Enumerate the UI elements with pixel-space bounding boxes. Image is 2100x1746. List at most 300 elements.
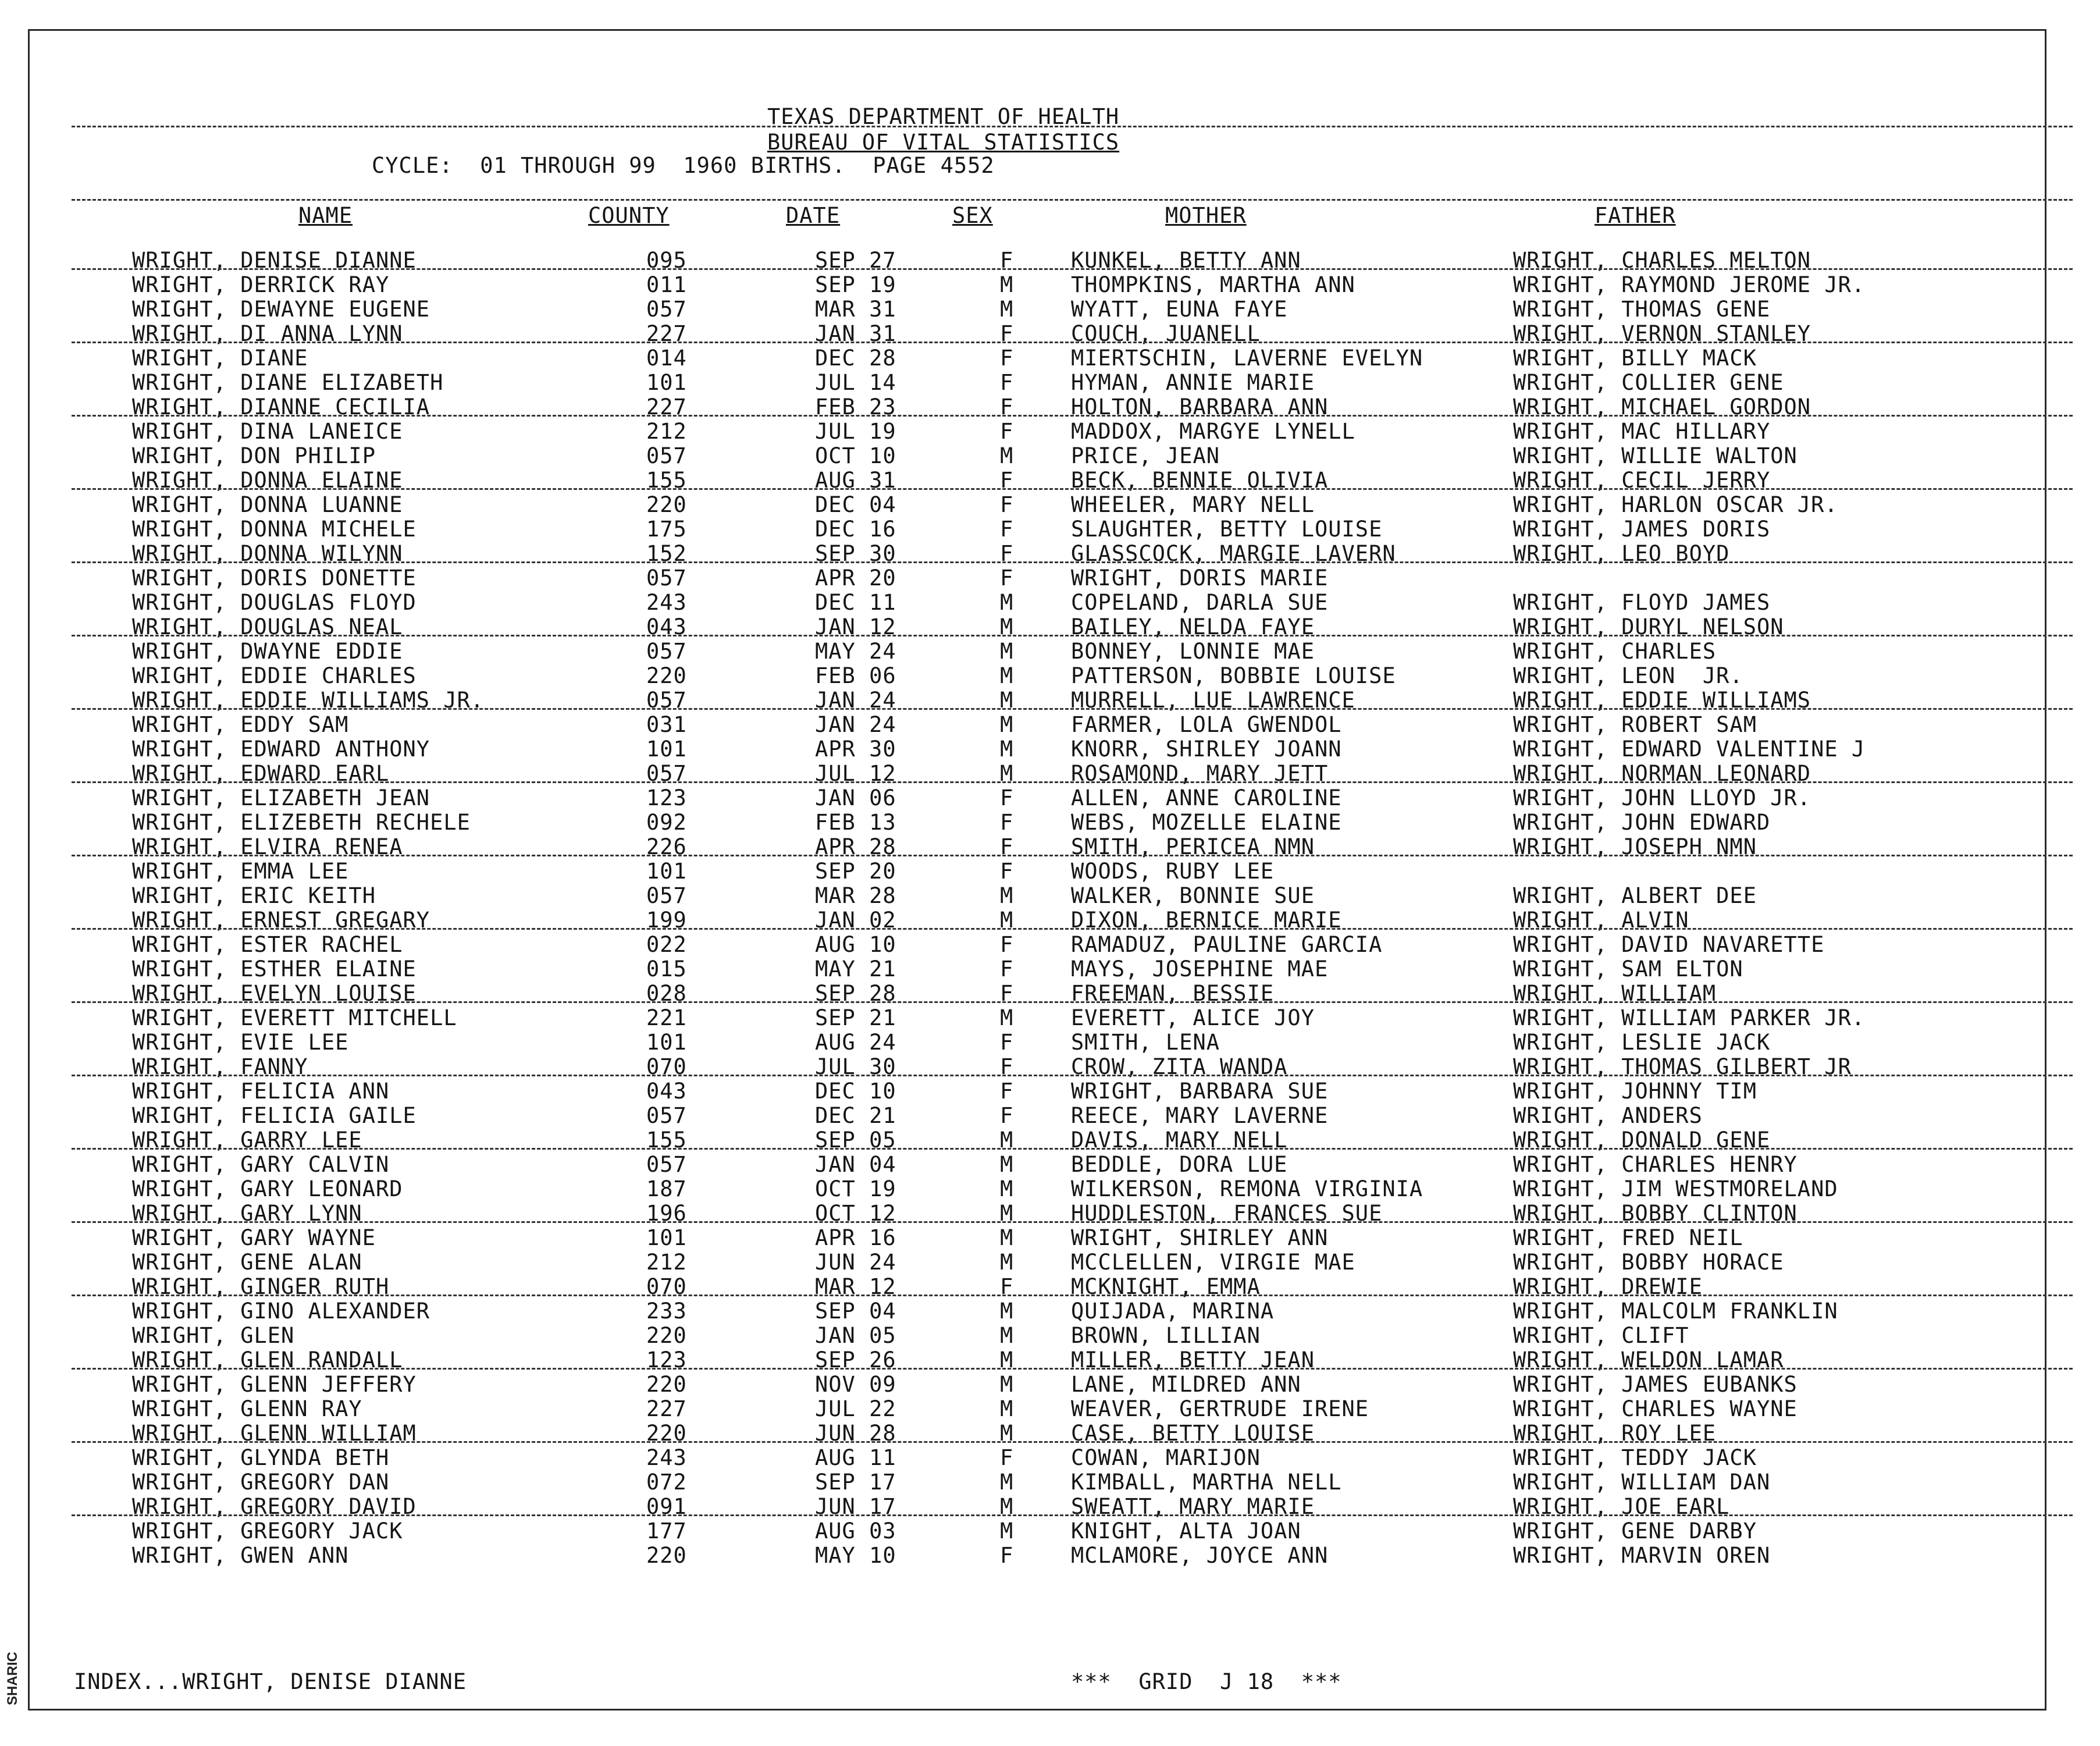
record-father: WRIGHT, WILLIE WALTON xyxy=(1513,443,1798,468)
record-county: 095 xyxy=(646,248,687,273)
record-name: WRIGHT, GWEN ANN xyxy=(132,1543,349,1568)
table-row xyxy=(30,1079,2048,1104)
record-sex: M xyxy=(1000,1494,1014,1519)
record-name: WRIGHT, EDDY SAM xyxy=(132,712,349,737)
record-name: WRIGHT, GLEN xyxy=(132,1323,295,1348)
record-father: WRIGHT, ROY LEE xyxy=(1513,1421,1717,1446)
form-guide-line xyxy=(72,488,2073,490)
record-name: WRIGHT, DONNA ELAINE xyxy=(132,468,403,493)
grid-footer: *** GRID J 18 *** xyxy=(1071,1669,1342,1694)
table-row xyxy=(30,1104,2048,1128)
record-father: WRIGHT, CHARLES WAYNE xyxy=(1513,1396,1798,1421)
record-father: WRIGHT, JOHNNY TIM xyxy=(1513,1079,1757,1104)
record-sex: M xyxy=(1000,1323,1014,1348)
record-county: 177 xyxy=(646,1519,687,1544)
record-name: WRIGHT, GLEN RANDALL xyxy=(132,1347,403,1372)
record-sex: M xyxy=(1000,1176,1014,1201)
form-guide-line xyxy=(72,1441,2073,1443)
record-county: 091 xyxy=(646,1494,687,1519)
record-sex: F xyxy=(1000,785,1014,810)
record-date: JAN 04 xyxy=(815,1152,896,1177)
record-father: WRIGHT, FRED NEIL xyxy=(1513,1225,1743,1250)
record-father: WRIGHT, CECIL JERRY xyxy=(1513,468,1771,493)
record-county: 101 xyxy=(646,859,687,884)
record-name: WRIGHT, DORIS DONETTE xyxy=(132,566,417,591)
record-father: WRIGHT, MALCOLM FRANKLIN xyxy=(1513,1299,1838,1324)
record-father: WRIGHT, DAVID NAVARETTE xyxy=(1513,932,1825,957)
record-county: 227 xyxy=(646,1396,687,1421)
record-date: SEP 27 xyxy=(815,248,896,273)
record-name: WRIGHT, GLENN RAY xyxy=(132,1396,362,1421)
record-mother: MADDOX, MARGYE LYNELL xyxy=(1071,419,1355,444)
record-date: FEB 23 xyxy=(815,394,896,419)
record-sex: M xyxy=(1000,1372,1014,1397)
record-name: WRIGHT, DOUGLAS FLOYD xyxy=(132,590,417,615)
record-sex: F xyxy=(1000,1103,1014,1128)
record-sex: F xyxy=(1000,932,1014,957)
record-father: WRIGHT, WILLIAM xyxy=(1513,981,1717,1006)
record-county: 043 xyxy=(646,1079,687,1104)
record-father: WRIGHT, THOMAS GENE xyxy=(1513,297,1771,322)
record-mother: WYATT, EUNA FAYE xyxy=(1071,297,1288,322)
record-name: WRIGHT, GLENN JEFFERY xyxy=(132,1372,417,1397)
record-sex: M xyxy=(1000,1128,1014,1153)
record-sex: F xyxy=(1000,346,1014,371)
record-father: WRIGHT, BOBBY CLINTON xyxy=(1513,1201,1798,1226)
record-county: 243 xyxy=(646,1445,687,1470)
record-sex: M xyxy=(1000,663,1014,688)
record-mother: RAMADUZ, PAULINE GARCIA xyxy=(1071,932,1383,957)
record-sex: M xyxy=(1000,1225,1014,1250)
record-father: WRIGHT, TEDDY JACK xyxy=(1513,1445,1757,1470)
record-county: 014 xyxy=(646,346,687,371)
record-father: WRIGHT, ALBERT DEE xyxy=(1513,883,1757,908)
record-date: NOV 09 xyxy=(815,1372,896,1397)
record-mother: HYMAN, ANNIE MARIE xyxy=(1071,370,1315,395)
record-date: AUG 31 xyxy=(815,468,896,493)
table-row xyxy=(30,1226,2048,1250)
record-name: WRIGHT, DWAYNE EDDIE xyxy=(132,639,403,664)
record-name: WRIGHT, GARY CALVIN xyxy=(132,1152,390,1177)
record-date: APR 30 xyxy=(815,737,896,762)
record-father: WRIGHT, RAYMOND JEROME JR. xyxy=(1513,272,1866,297)
table-row xyxy=(30,444,2048,468)
record-name: WRIGHT, ESTHER ELAINE xyxy=(132,956,417,982)
record-sex: F xyxy=(1000,810,1014,835)
record-mother: WRIGHT, SHIRLEY ANN xyxy=(1071,1225,1329,1250)
record-date: FEB 13 xyxy=(815,810,896,835)
record-father: WRIGHT, WILLIAM DAN xyxy=(1513,1470,1771,1495)
record-mother: SWEATT, MARY MARIE xyxy=(1071,1494,1315,1519)
table-row xyxy=(30,1030,2048,1055)
record-county: 101 xyxy=(646,1225,687,1250)
form-guide-line xyxy=(72,1221,2073,1223)
table-row xyxy=(30,884,2048,908)
separator-line xyxy=(72,199,2073,201)
record-sex: M xyxy=(1000,883,1014,908)
record-sex: M xyxy=(1000,443,1014,468)
table-row xyxy=(30,273,2048,297)
record-mother: COUCH, JUANELL xyxy=(1071,321,1261,346)
record-mother: WRIGHT, BARBARA SUE xyxy=(1071,1079,1329,1104)
record-father: WRIGHT, WELDON LAMAR xyxy=(1513,1347,1784,1372)
record-name: WRIGHT, FELICIA ANN xyxy=(132,1079,390,1104)
record-name: WRIGHT, GREGORY DAVID xyxy=(132,1494,417,1519)
record-mother: SMITH, PERICEA NMN xyxy=(1071,834,1315,859)
record-father: WRIGHT, COLLIER GENE xyxy=(1513,370,1784,395)
record-sex: M xyxy=(1000,1152,1014,1177)
record-sex: F xyxy=(1000,981,1014,1006)
record-county: 028 xyxy=(646,981,687,1006)
record-mother: COPELAND, DARLA SUE xyxy=(1071,590,1329,615)
table-row xyxy=(30,859,2048,884)
record-name: WRIGHT, FANNY xyxy=(132,1054,308,1079)
record-name: WRIGHT, EMMA LEE xyxy=(132,859,349,884)
record-date: JUL 19 xyxy=(815,419,896,444)
record-father: WRIGHT, BOBBY HORACE xyxy=(1513,1250,1784,1275)
record-name: WRIGHT, EDDIE CHARLES xyxy=(132,663,417,688)
record-sex: F xyxy=(1000,541,1014,566)
table-row xyxy=(30,297,2048,322)
record-date: JAN 24 xyxy=(815,688,896,713)
separator-line xyxy=(72,126,2073,127)
index-footer: INDEX...WRIGHT, DENISE DIANNE xyxy=(74,1669,467,1694)
record-mother: WILKERSON, REMONA VIRGINIA xyxy=(1071,1176,1423,1201)
record-date: JUL 14 xyxy=(815,370,896,395)
record-sex: M xyxy=(1000,1005,1014,1030)
record-father: WRIGHT, ANDERS xyxy=(1513,1103,1703,1128)
table-row xyxy=(30,737,2048,762)
record-name: WRIGHT, EDWARD EARL xyxy=(132,761,390,786)
record-sex: M xyxy=(1000,737,1014,762)
record-sex: M xyxy=(1000,1421,1014,1446)
record-mother: ROSAMOND, MARY JETT xyxy=(1071,761,1329,786)
record-sex: F xyxy=(1000,517,1014,542)
record-date: MAY 24 xyxy=(815,639,896,664)
record-father: WRIGHT, JAMES DORIS xyxy=(1513,517,1771,542)
record-sex: F xyxy=(1000,956,1014,982)
record-name: WRIGHT, ELVIRA RENEA xyxy=(132,834,403,859)
record-mother: CROW, ZITA WANDA xyxy=(1071,1054,1288,1079)
record-county: 243 xyxy=(646,590,687,615)
record-name: WRIGHT, DOUGLAS NEAL xyxy=(132,614,403,639)
record-name: WRIGHT, ELIZABETH JEAN xyxy=(132,785,430,810)
record-date: DEC 04 xyxy=(815,492,896,517)
table-row xyxy=(30,933,2048,957)
record-father: WRIGHT, LEO BOYD xyxy=(1513,541,1730,566)
record-county: 057 xyxy=(646,1152,687,1177)
table-row xyxy=(30,517,2048,542)
record-sex: F xyxy=(1000,394,1014,419)
record-date: JUN 24 xyxy=(815,1250,896,1275)
record-county: 092 xyxy=(646,810,687,835)
record-date: SEP 17 xyxy=(815,1470,896,1495)
record-county: 070 xyxy=(646,1054,687,1079)
table-row xyxy=(30,1153,2048,1177)
record-name: WRIGHT, DI ANNA LYNN xyxy=(132,321,403,346)
record-father: WRIGHT, CLIFT xyxy=(1513,1323,1689,1348)
column-header-father: FATHER xyxy=(1594,203,1676,228)
record-county: 220 xyxy=(646,1323,687,1348)
record-mother: MCLAMORE, JOYCE ANN xyxy=(1071,1543,1329,1568)
record-sex: M xyxy=(1000,614,1014,639)
column-header-name: NAME xyxy=(298,203,353,228)
record-father: WRIGHT, CHARLES MELTON xyxy=(1513,248,1811,273)
form-guide-line xyxy=(72,1368,2073,1370)
record-father: WRIGHT, EDWARD VALENTINE J xyxy=(1513,737,1866,762)
record-mother: LANE, MILDRED ANN xyxy=(1071,1372,1301,1397)
record-father: WRIGHT, FLOYD JAMES xyxy=(1513,590,1771,615)
record-father: WRIGHT, ALVIN xyxy=(1513,908,1689,933)
record-mother: PATTERSON, BOBBIE LOUISE xyxy=(1071,663,1396,688)
record-county: 155 xyxy=(646,1128,687,1153)
table-row xyxy=(30,1519,2048,1544)
record-sex: F xyxy=(1000,859,1014,884)
form-guide-line xyxy=(72,268,2073,270)
record-father: WRIGHT, LESLIE JACK xyxy=(1513,1030,1771,1055)
record-father: WRIGHT, WILLIAM PARKER JR. xyxy=(1513,1005,1866,1030)
record-county: 220 xyxy=(646,663,687,688)
record-mother: HOLTON, BARBARA ANN xyxy=(1071,394,1329,419)
record-sex: F xyxy=(1000,1445,1014,1470)
table-row xyxy=(30,1544,2048,1568)
record-sex: F xyxy=(1000,566,1014,591)
table-row xyxy=(30,1299,2048,1324)
record-mother: SLAUGHTER, BETTY LOUISE xyxy=(1071,517,1383,542)
column-header-county: COUNTY xyxy=(588,203,670,228)
record-mother: GLASSCOCK, MARGIE LAVERN xyxy=(1071,541,1396,566)
record-mother: BECK, BENNIE OLIVIA xyxy=(1071,468,1329,493)
form-guide-line xyxy=(72,1295,2073,1296)
record-county: 187 xyxy=(646,1176,687,1201)
record-county: 011 xyxy=(646,272,687,297)
record-father: WRIGHT, ROBERT SAM xyxy=(1513,712,1757,737)
record-date: DEC 28 xyxy=(815,346,896,371)
record-father: WRIGHT, SAM ELTON xyxy=(1513,956,1743,982)
table-row xyxy=(30,1324,2048,1348)
table-row xyxy=(30,1446,2048,1470)
record-name: WRIGHT, DIANNE CECILIA xyxy=(132,394,430,419)
record-mother: CASE, BETTY LOUISE xyxy=(1071,1421,1315,1446)
record-date: AUG 24 xyxy=(815,1030,896,1055)
record-sex: F xyxy=(1000,1054,1014,1079)
table-row xyxy=(30,713,2048,737)
record-sex: F xyxy=(1000,1543,1014,1568)
record-mother: KUNKEL, BETTY ANN xyxy=(1071,248,1301,273)
record-name: WRIGHT, EDWARD ANTHONY xyxy=(132,737,430,762)
record-name: WRIGHT, GARRY LEE xyxy=(132,1128,362,1153)
record-date: JAN 02 xyxy=(815,908,896,933)
record-date: JAN 06 xyxy=(815,785,896,810)
record-name: WRIGHT, DIANE ELIZABETH xyxy=(132,370,444,395)
record-date: MAY 10 xyxy=(815,1543,896,1568)
record-mother: WOODS, RUBY LEE xyxy=(1071,859,1275,884)
record-date: JUN 17 xyxy=(815,1494,896,1519)
form-guide-line xyxy=(72,1075,2073,1076)
record-father: WRIGHT, NORMAN LEONARD xyxy=(1513,761,1811,786)
record-county: 072 xyxy=(646,1470,687,1495)
record-sex: F xyxy=(1000,834,1014,859)
record-county: 015 xyxy=(646,956,687,982)
record-name: WRIGHT, DINA LANEICE xyxy=(132,419,403,444)
record-sex: M xyxy=(1000,590,1014,615)
record-mother: BEDDLE, DORA LUE xyxy=(1071,1152,1288,1177)
record-county: 175 xyxy=(646,517,687,542)
record-county: 057 xyxy=(646,297,687,322)
document-sheet xyxy=(28,29,2046,1711)
form-guide-line xyxy=(72,855,2073,856)
record-sex: F xyxy=(1000,419,1014,444)
record-father: WRIGHT, LEON JR. xyxy=(1513,663,1743,688)
form-guide-line xyxy=(72,1514,2073,1516)
record-name: WRIGHT, ELIZEBETH RECHELE xyxy=(132,810,471,835)
table-row xyxy=(30,566,2048,591)
record-name: WRIGHT, EVIE LEE xyxy=(132,1030,349,1055)
record-mother: THOMPKINS, MARTHA ANN xyxy=(1071,272,1355,297)
record-name: WRIGHT, DONNA WILYNN xyxy=(132,541,403,566)
record-mother: FARMER, LOLA GWENDOL xyxy=(1071,712,1342,737)
table-row xyxy=(30,1177,2048,1201)
record-father: WRIGHT, DREWIE xyxy=(1513,1274,1703,1299)
record-mother: SMITH, LENA xyxy=(1071,1030,1220,1055)
record-date: DEC 11 xyxy=(815,590,896,615)
record-county: 057 xyxy=(646,1103,687,1128)
form-guide-line xyxy=(72,1148,2073,1150)
table-row xyxy=(30,1250,2048,1275)
table-row xyxy=(30,346,2048,371)
record-mother: MURRELL, LUE LAWRENCE xyxy=(1071,688,1355,713)
record-sex: M xyxy=(1000,297,1014,322)
record-name: WRIGHT, FELICIA GAILE xyxy=(132,1103,417,1128)
table-row xyxy=(30,591,2048,615)
record-date: MAR 12 xyxy=(815,1274,896,1299)
record-sex: M xyxy=(1000,761,1014,786)
record-county: 221 xyxy=(646,1005,687,1030)
record-county: 043 xyxy=(646,614,687,639)
record-date: OCT 12 xyxy=(815,1201,896,1226)
record-sex: M xyxy=(1000,1519,1014,1544)
record-mother: KNORR, SHIRLEY JOANN xyxy=(1071,737,1342,762)
record-mother: DAVIS, MARY NELL xyxy=(1071,1128,1288,1153)
record-county: 031 xyxy=(646,712,687,737)
record-mother: EVERETT, ALICE JOY xyxy=(1071,1005,1315,1030)
record-date: APR 20 xyxy=(815,566,896,591)
record-name: WRIGHT, GREGORY JACK xyxy=(132,1519,403,1544)
column-header-date: DATE xyxy=(786,203,841,228)
record-county: 070 xyxy=(646,1274,687,1299)
form-guide-line xyxy=(72,415,2073,417)
record-mother: ALLEN, ANNE CAROLINE xyxy=(1071,785,1342,810)
record-sex: F xyxy=(1000,468,1014,493)
record-mother: WEBS, MOZELLE ELAINE xyxy=(1071,810,1342,835)
record-county: 227 xyxy=(646,394,687,419)
record-date: JAN 31 xyxy=(815,321,896,346)
record-mother: KNIGHT, ALTA JOAN xyxy=(1071,1519,1301,1544)
record-sex: F xyxy=(1000,370,1014,395)
record-mother: MIERTSCHIN, LAVERNE EVELYN xyxy=(1071,346,1423,371)
table-row xyxy=(30,664,2048,688)
record-sex: F xyxy=(1000,492,1014,517)
record-father: WRIGHT, CHARLES xyxy=(1513,639,1717,664)
record-county: 101 xyxy=(646,1030,687,1055)
record-county: 057 xyxy=(646,688,687,713)
record-father: WRIGHT, DURYL NELSON xyxy=(1513,614,1784,639)
record-father: WRIGHT, GENE DARBY xyxy=(1513,1519,1757,1544)
record-date: SEP 28 xyxy=(815,981,896,1006)
record-sex: M xyxy=(1000,1250,1014,1275)
column-header-mother: MOTHER xyxy=(1165,203,1247,228)
record-sex: F xyxy=(1000,1079,1014,1104)
record-date: MAR 31 xyxy=(815,297,896,322)
record-name: WRIGHT, DERRICK RAY xyxy=(132,272,390,297)
form-guide-line xyxy=(72,928,2073,930)
record-name: WRIGHT, DEWAYNE EUGENE xyxy=(132,297,430,322)
record-mother: HUDDLESTON, FRANCES SUE xyxy=(1071,1201,1383,1226)
record-name: WRIGHT, DENISE DIANNE xyxy=(132,248,417,273)
table-row xyxy=(30,1006,2048,1030)
record-date: JUL 12 xyxy=(815,761,896,786)
record-name: WRIGHT, GINGER RUTH xyxy=(132,1274,390,1299)
record-father: WRIGHT, HARLON OSCAR JR. xyxy=(1513,492,1838,517)
record-date: SEP 05 xyxy=(815,1128,896,1153)
record-county: 155 xyxy=(646,468,687,493)
table-row xyxy=(30,1372,2048,1397)
record-mother: MCCLELLEN, VIRGIE MAE xyxy=(1071,1250,1355,1275)
record-county: 057 xyxy=(646,443,687,468)
record-name: WRIGHT, GARY LYNN xyxy=(132,1201,362,1226)
record-name: WRIGHT, GARY WAYNE xyxy=(132,1225,376,1250)
record-county: 212 xyxy=(646,1250,687,1275)
record-name: WRIGHT, ERNEST GREGARY xyxy=(132,908,430,933)
record-mother: DIXON, BERNICE MARIE xyxy=(1071,908,1342,933)
record-sex: M xyxy=(1000,712,1014,737)
form-guide-line xyxy=(72,561,2073,563)
table-row xyxy=(30,639,2048,664)
record-name: WRIGHT, ERIC KEITH xyxy=(132,883,376,908)
table-row xyxy=(30,957,2048,982)
record-county: 123 xyxy=(646,785,687,810)
record-sex: M xyxy=(1000,1470,1014,1495)
record-date: JAN 12 xyxy=(815,614,896,639)
record-father: WRIGHT, THOMAS GILBERT JR xyxy=(1513,1054,1852,1079)
record-mother: FREEMAN, BESSIE xyxy=(1071,981,1275,1006)
record-date: DEC 16 xyxy=(815,517,896,542)
record-date: AUG 03 xyxy=(815,1519,896,1544)
record-county: 057 xyxy=(646,566,687,591)
record-county: 199 xyxy=(646,908,687,933)
record-county: 196 xyxy=(646,1201,687,1226)
record-father: WRIGHT, MARVIN OREN xyxy=(1513,1543,1771,1568)
record-county: 220 xyxy=(646,1372,687,1397)
record-name: WRIGHT, GENE ALAN xyxy=(132,1250,362,1275)
record-mother: MCKNIGHT, EMMA xyxy=(1071,1274,1261,1299)
record-date: OCT 10 xyxy=(815,443,896,468)
record-date: OCT 19 xyxy=(815,1176,896,1201)
record-name: WRIGHT, GREGORY DAN xyxy=(132,1470,390,1495)
form-guide-line xyxy=(72,1001,2073,1003)
record-father: WRIGHT, JOE EARL xyxy=(1513,1494,1730,1519)
record-date: AUG 11 xyxy=(815,1445,896,1470)
record-county: 057 xyxy=(646,761,687,786)
record-county: 152 xyxy=(646,541,687,566)
record-father: WRIGHT, JAMES EUBANKS xyxy=(1513,1372,1798,1397)
record-sex: M xyxy=(1000,908,1014,933)
record-mother: WEAVER, GERTRUDE IRENE xyxy=(1071,1396,1369,1421)
record-sex: F xyxy=(1000,321,1014,346)
record-father: WRIGHT, JOSEPH NMN xyxy=(1513,834,1757,859)
record-name: WRIGHT, GARY LEONARD xyxy=(132,1176,403,1201)
record-mother: REECE, MARY LAVERNE xyxy=(1071,1103,1329,1128)
